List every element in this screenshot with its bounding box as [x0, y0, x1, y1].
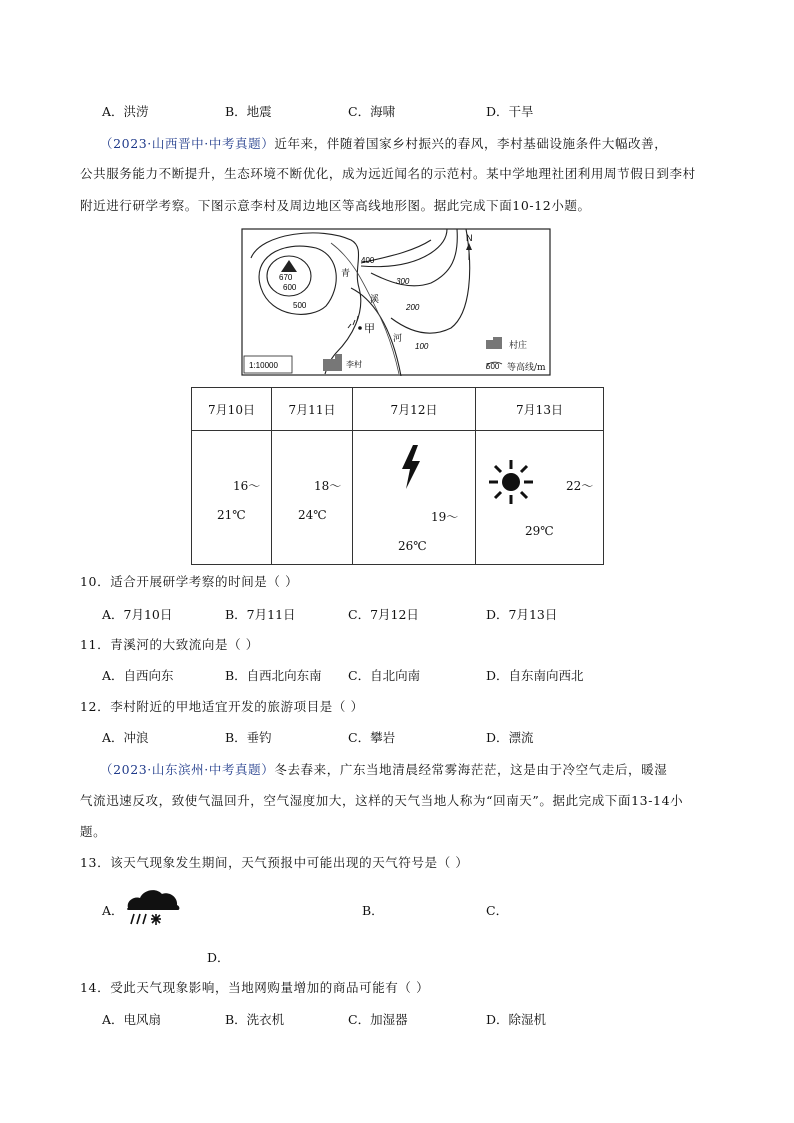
point-jia-label: 甲 — [364, 322, 375, 335]
intro2-line3: 题。 — [80, 824, 107, 839]
q12-stem: 12．李村附近的甲地适宜开发的旅游项目是（ ） — [80, 699, 364, 714]
low-temp-2: 18～ — [314, 479, 342, 493]
q14-option-b: B．洗衣机 — [225, 1012, 285, 1027]
high-temp-2: 24℃ — [298, 508, 327, 522]
intro2-source: （2023·山东滨州·中考真题） — [100, 762, 275, 777]
high-temp-1: 21℃ — [217, 508, 246, 522]
weather-header-row — [192, 388, 604, 431]
weather-body-row — [192, 431, 604, 565]
intro1-text: 近年来，伴随着国家乡村振兴的春风，李村基础设施条件大幅改善， — [274, 136, 668, 151]
contour-label-100: 100 — [415, 342, 429, 351]
q10-stem: 10．适合开展研学考察的时间是（ ） — [80, 574, 299, 589]
q11-stem: 11．青溪河的大致流向是（ ） — [80, 637, 259, 652]
q11-option-c: C．自北向南 — [348, 668, 421, 683]
weather-cell-2 — [272, 431, 353, 565]
q14-stem: 14．受此天气现象影响，当地网购量增加的商品可能有（ ） — [80, 980, 430, 995]
date-cell-3: 7月12日 — [353, 388, 476, 431]
q9-option-c: C．海啸 — [348, 104, 396, 119]
lightning-icon — [400, 445, 422, 489]
intro1-line2: 公共服务能力不断提升，生态环境不断优化，成为远近闻名的示范村。某中学地理社团利用周节假日到李村 — [80, 166, 696, 181]
contour-label-500: 500 — [293, 301, 307, 310]
date-cell-4: 7月13日 — [476, 388, 604, 431]
river-label-xi: 溪 — [370, 295, 380, 305]
legend-village-icon — [486, 337, 502, 349]
q10-option-a: A．7月10日 — [102, 607, 173, 622]
contour-label-200: 200 — [406, 303, 420, 312]
q12-option-c: C．攀岩 — [348, 730, 396, 745]
q13-option-d: D． — [207, 950, 230, 965]
rain-snow-cloud-icon — [124, 887, 182, 927]
intro2-line1 — [100, 760, 667, 778]
high-temp-4: 29℃ — [525, 524, 554, 538]
q13-option-a: A． — [102, 903, 124, 918]
q12-option-a: A．冲浪 — [102, 730, 149, 745]
legend-contour-value: 500 — [486, 362, 500, 371]
intro2-line2: 气流迅速反攻，致使气温回升，空气湿度加大，这样的天气当地人称为“回南天”。据此完成下面13-14小 — [80, 793, 684, 808]
q13-stem: 13．该天气现象发生期间，天气预报中可能出现的天气符号是（ ） — [80, 855, 469, 870]
river-label-he: 河 — [393, 334, 403, 344]
village-label: 李村 — [346, 360, 362, 369]
point-jia-marker — [358, 326, 362, 330]
intro2-text: 冬去春来，广东当地清晨经常雾海茫茫，这是由于冷空气走后，暖湿 — [274, 762, 668, 777]
intro1-line1 — [100, 134, 667, 152]
q9-option-a: A．洪涝 — [102, 104, 149, 119]
q11-option-d: D．自东南向西北 — [486, 668, 584, 683]
q10-option-c: C．7月12日 — [348, 607, 419, 622]
river-label-qing: 青 — [341, 269, 351, 279]
q10-option-d: D．7月13日 — [486, 607, 558, 622]
low-temp-1: 16～ — [233, 479, 261, 493]
q10-option-b: B．7月11日 — [225, 607, 296, 622]
weather-cell-3 — [353, 431, 476, 565]
north-label: N — [466, 233, 473, 243]
intro1-source: （2023·山西晋中·中考真题） — [100, 136, 275, 151]
q9-option-d: D．干旱 — [486, 104, 534, 119]
high-temp-3: 26℃ — [398, 539, 427, 553]
q11-option-a: A．自西向东 — [102, 668, 174, 683]
legend-contour-label: 等高线/m — [507, 363, 546, 373]
date-cell-2: 7月11日 — [272, 388, 353, 431]
q14-option-c: C．加湿器 — [348, 1012, 408, 1027]
peak-label: 670 — [279, 273, 293, 282]
low-temp-3: 19～ — [431, 510, 459, 524]
q14-option-d: D．除湿机 — [486, 1012, 547, 1027]
q12-option-d: D．漂流 — [486, 730, 534, 745]
weather-cell-4 — [476, 431, 604, 565]
contour-label-400: 400 — [361, 256, 375, 265]
contour-label-600: 600 — [283, 283, 297, 292]
q12-option-b: B．垂钓 — [225, 730, 272, 745]
weather-cell-1 — [192, 431, 272, 565]
map-scale: 1:10000 — [249, 361, 278, 370]
weather-table — [191, 387, 604, 565]
q11-option-b: B．自西北向东南 — [225, 668, 322, 683]
sun-icon — [488, 459, 534, 505]
q14-option-a: A．电风扇 — [102, 1012, 162, 1027]
legend-village-label: 村庄 — [509, 341, 528, 351]
date-cell-1: 7月10日 — [192, 388, 272, 431]
intro1-line3: 附近进行研学考察。下图示意李村及周边地区等高线地形图。据此完成下面10-12小题。 — [80, 198, 591, 213]
q9-option-b: B．地震 — [225, 104, 272, 119]
q13-option-b: B． — [362, 903, 384, 918]
low-temp-4: 22～ — [566, 479, 594, 493]
q13-option-c: C． — [486, 903, 509, 918]
contour-label-300: 300 — [396, 277, 410, 286]
